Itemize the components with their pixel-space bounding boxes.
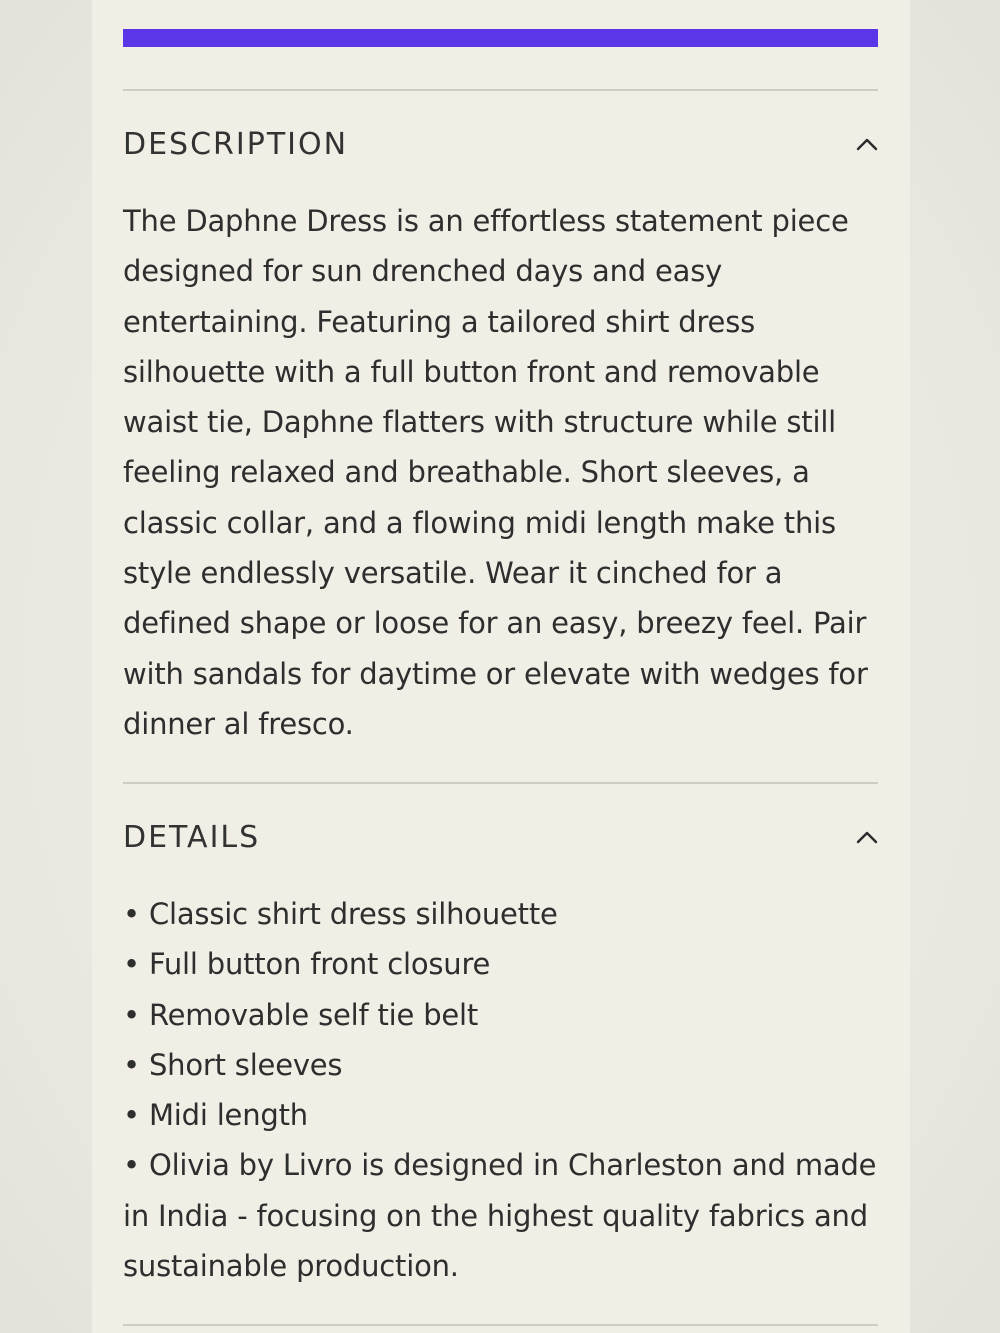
- chevron-up-icon[interactable]: [856, 826, 878, 848]
- divider: [123, 782, 878, 784]
- list-item: • Classic shirt dress silhouette: [123, 889, 878, 939]
- section-title-details: DETAILS: [123, 819, 261, 855]
- section-title-description: DESCRIPTION: [123, 126, 349, 162]
- accordion-header-description[interactable]: [123, 114, 878, 174]
- list-item: • Olivia by Livro is designed in Charleston and made in India - focusing on the highest quality fabrics and sustainable production.: [123, 1140, 878, 1291]
- list-item: • Short sleeves: [123, 1040, 878, 1090]
- list-item: • Removable self tie belt: [123, 990, 878, 1040]
- list-item: • Full button front closure: [123, 939, 878, 989]
- divider: [123, 89, 878, 91]
- divider: [123, 1324, 878, 1326]
- accent-bar: [123, 29, 878, 47]
- chevron-up-icon[interactable]: [856, 133, 878, 155]
- list-item: • Midi length: [123, 1090, 878, 1140]
- accordion-header-details[interactable]: [123, 807, 878, 867]
- details-list: [123, 889, 878, 1291]
- product-info-panel: [92, 0, 910, 1333]
- description-text: The Daphne Dress is an effortless statement piece designed for sun drenched days and easy entertaining. Featuring a tailored shirt dress silhouette with a full button front and removable waist tie, Daphne flatters with structure while still feeling relaxed and breathable. Short sleeves, a classic collar, and a flowing midi length make this style endlessly versatile. Wear it cinched for a defined shape or loose for an easy, breezy feel. Pair with sandals for daytime or elevate with wedges for dinner al fresco.: [123, 204, 868, 741]
